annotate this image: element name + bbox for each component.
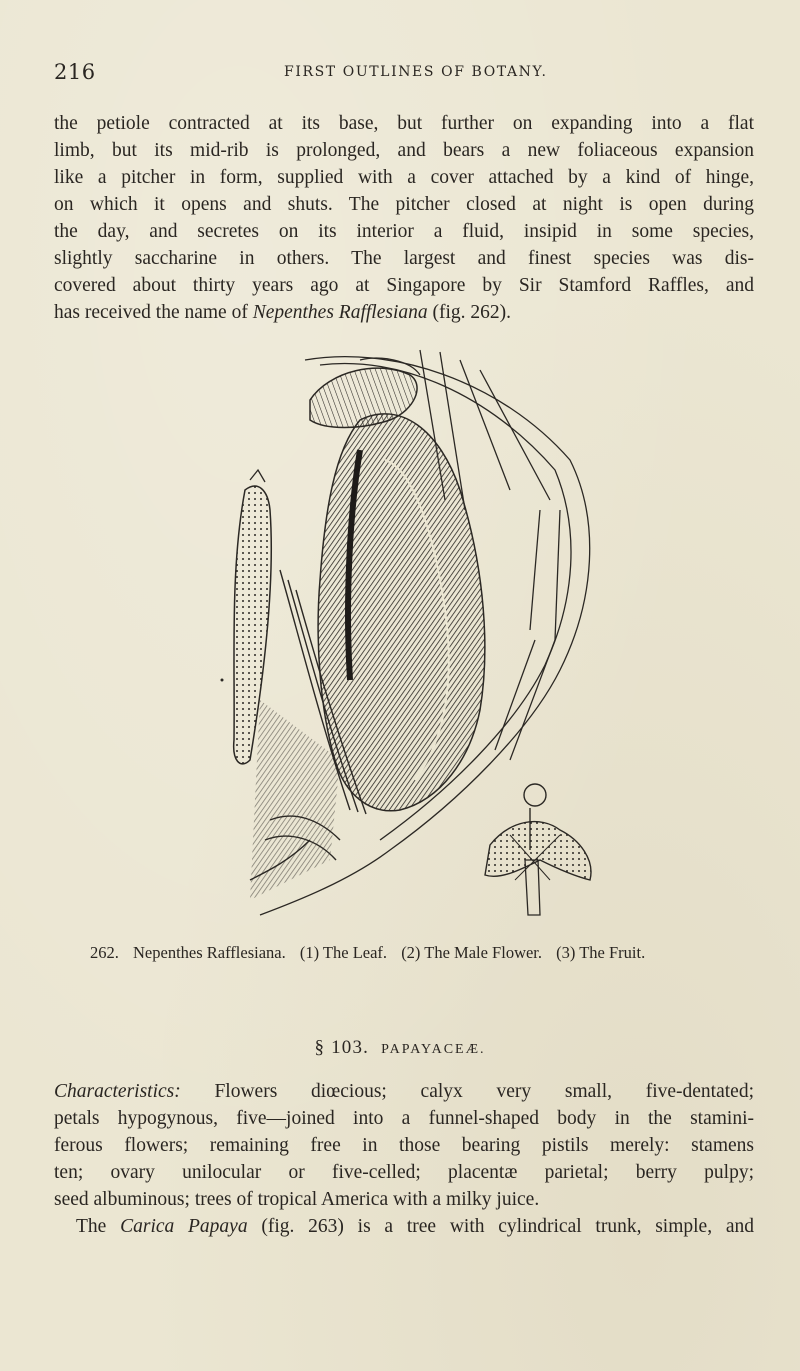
text-line: covered about thirty years ago at Singapore by Sir Stamford Raffles, and [54,275,754,296]
section-number: § 103. [314,1037,370,1058]
text-line: ten; ovary unilocular or five-celled; placentæ parietal; berry pulpy; [54,1162,754,1183]
nepenthes-engraving [210,340,630,930]
running-title: FIRST OUTLINES OF BOTANY. [284,64,548,80]
text-line: on which it opens and shuts. The pitcher closed at night is open during [54,194,754,215]
text-line: like a pitcher in form, supplied with a cover attached by a kind of hinge, [54,167,754,188]
text-line [54,299,754,326]
text-segment: (fig. 262). [427,302,512,323]
figure-caption [90,943,730,963]
figure-nepenthes-illustration [210,340,630,930]
text-segment: The [76,1216,121,1237]
page-number: 216 [54,60,96,84]
text-line: limb, but its mid-rib is prolonged, and bears a new foliaceous expansion [54,140,754,161]
paragraph-nepenthes [54,110,754,326]
text-line: slightly saccharine in others. The largest and finest species was dis- [54,248,754,269]
section-name: PAPAYACEÆ. [381,1042,486,1057]
characteristics-label: Characteristics: [54,1081,181,1102]
section-heading [0,1037,800,1059]
paragraph-papayaceae [54,1078,754,1240]
text-line: ferous flowers; remaining free in those bearing pistils merely: stamens [54,1135,754,1156]
species-name-italic: Carica Papaya [120,1216,248,1237]
text-line: petals hypogynous, five—joined into a funnel-shaped body in the stamini- [54,1108,754,1129]
caption-part-leaf: (1) The Leaf. [299,943,388,962]
caption-figure-number: 262. [90,943,119,962]
caption-species: Nepenthes Rafflesiana. [133,943,286,962]
running-head [54,60,754,86]
text-line: the day, and secretes on its interior a fluid, insipid in some species, [54,221,754,242]
fruit-illustration [485,784,591,915]
text-segment: has received the name of [54,302,253,323]
text-line: the petiole contracted at its base, but further on expanding into a flat [54,113,754,134]
caption-part-male-flower: (2) The Male Flower. [401,943,543,962]
species-name-italic: Nepenthes Rafflesiana [252,302,428,323]
caption-part-fruit: (3) The Fruit. [556,943,646,962]
text-line [54,1078,754,1105]
text-segment: Flowers diœcious; calyx very small, five-dentated; [180,1081,754,1102]
text-line: seed albuminous; trees of tropical America with a milky juice. [54,1189,540,1210]
text-segment: (fig. 263) is a tree with cylindrical trunk, simple, and [247,1216,754,1237]
text-line [54,1213,754,1240]
